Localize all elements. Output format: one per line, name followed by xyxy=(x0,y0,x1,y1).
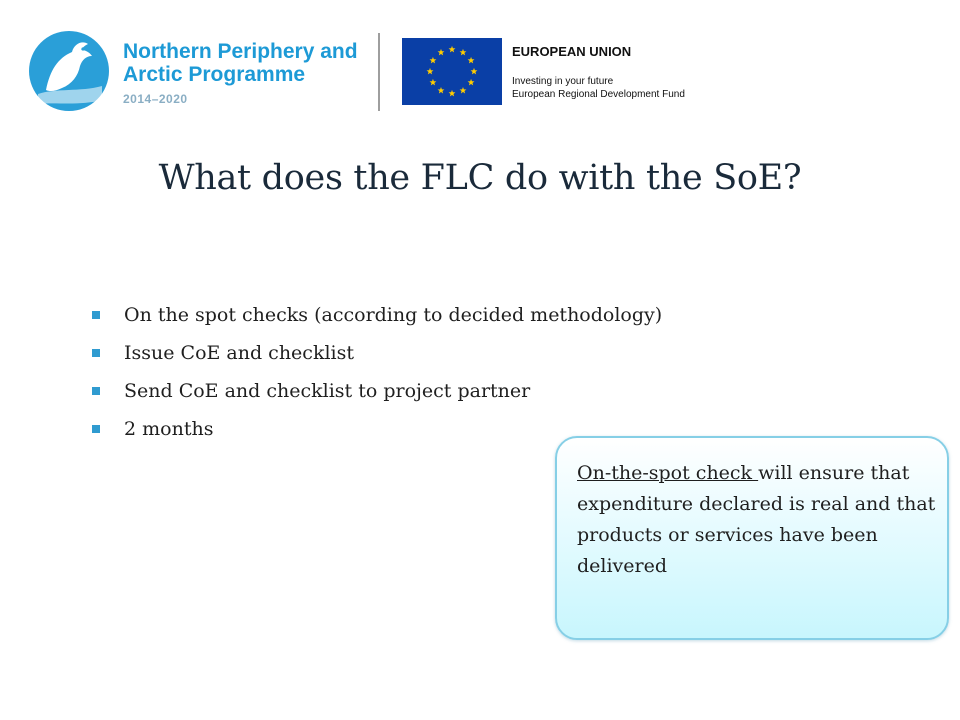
bullet-item xyxy=(92,334,662,372)
bullet-list xyxy=(92,296,662,448)
eu-tagline: Investing in your future xyxy=(512,76,614,87)
square-bullet-icon xyxy=(92,387,100,395)
callout-body: will ensure that expenditure declared is real and that products or services have been delivered xyxy=(577,462,936,577)
callout-term: On-the-spot check xyxy=(577,462,759,484)
npa-logo xyxy=(28,30,368,112)
bird-icon xyxy=(28,30,110,112)
eu-fund-name: European Regional Development Fund xyxy=(512,89,685,100)
callout-text xyxy=(577,458,939,582)
npa-logo-years: 2014–2020 xyxy=(123,92,188,106)
square-bullet-icon xyxy=(92,425,100,433)
slide-title: What does the FLC do with the SoE? xyxy=(158,158,802,198)
npa-logo-line2: Arctic Programme xyxy=(123,63,306,86)
bullet-text: Send CoE and checklist to project partner xyxy=(124,380,531,402)
callout-box xyxy=(555,436,949,640)
bullet-text: On the spot checks (according to decided methodology) xyxy=(124,304,663,326)
square-bullet-icon xyxy=(92,311,100,319)
logo-divider xyxy=(378,33,380,111)
eu-title: EUROPEAN UNION xyxy=(512,44,632,59)
bullet-item xyxy=(92,296,662,334)
bullet-item xyxy=(92,372,662,410)
npa-logo-line1: Northern Periphery and xyxy=(123,40,358,63)
square-bullet-icon xyxy=(92,349,100,357)
bullet-text: 2 months xyxy=(124,418,214,440)
bullet-text: Issue CoE and checklist xyxy=(124,342,354,364)
eu-flag-icon xyxy=(402,38,502,105)
